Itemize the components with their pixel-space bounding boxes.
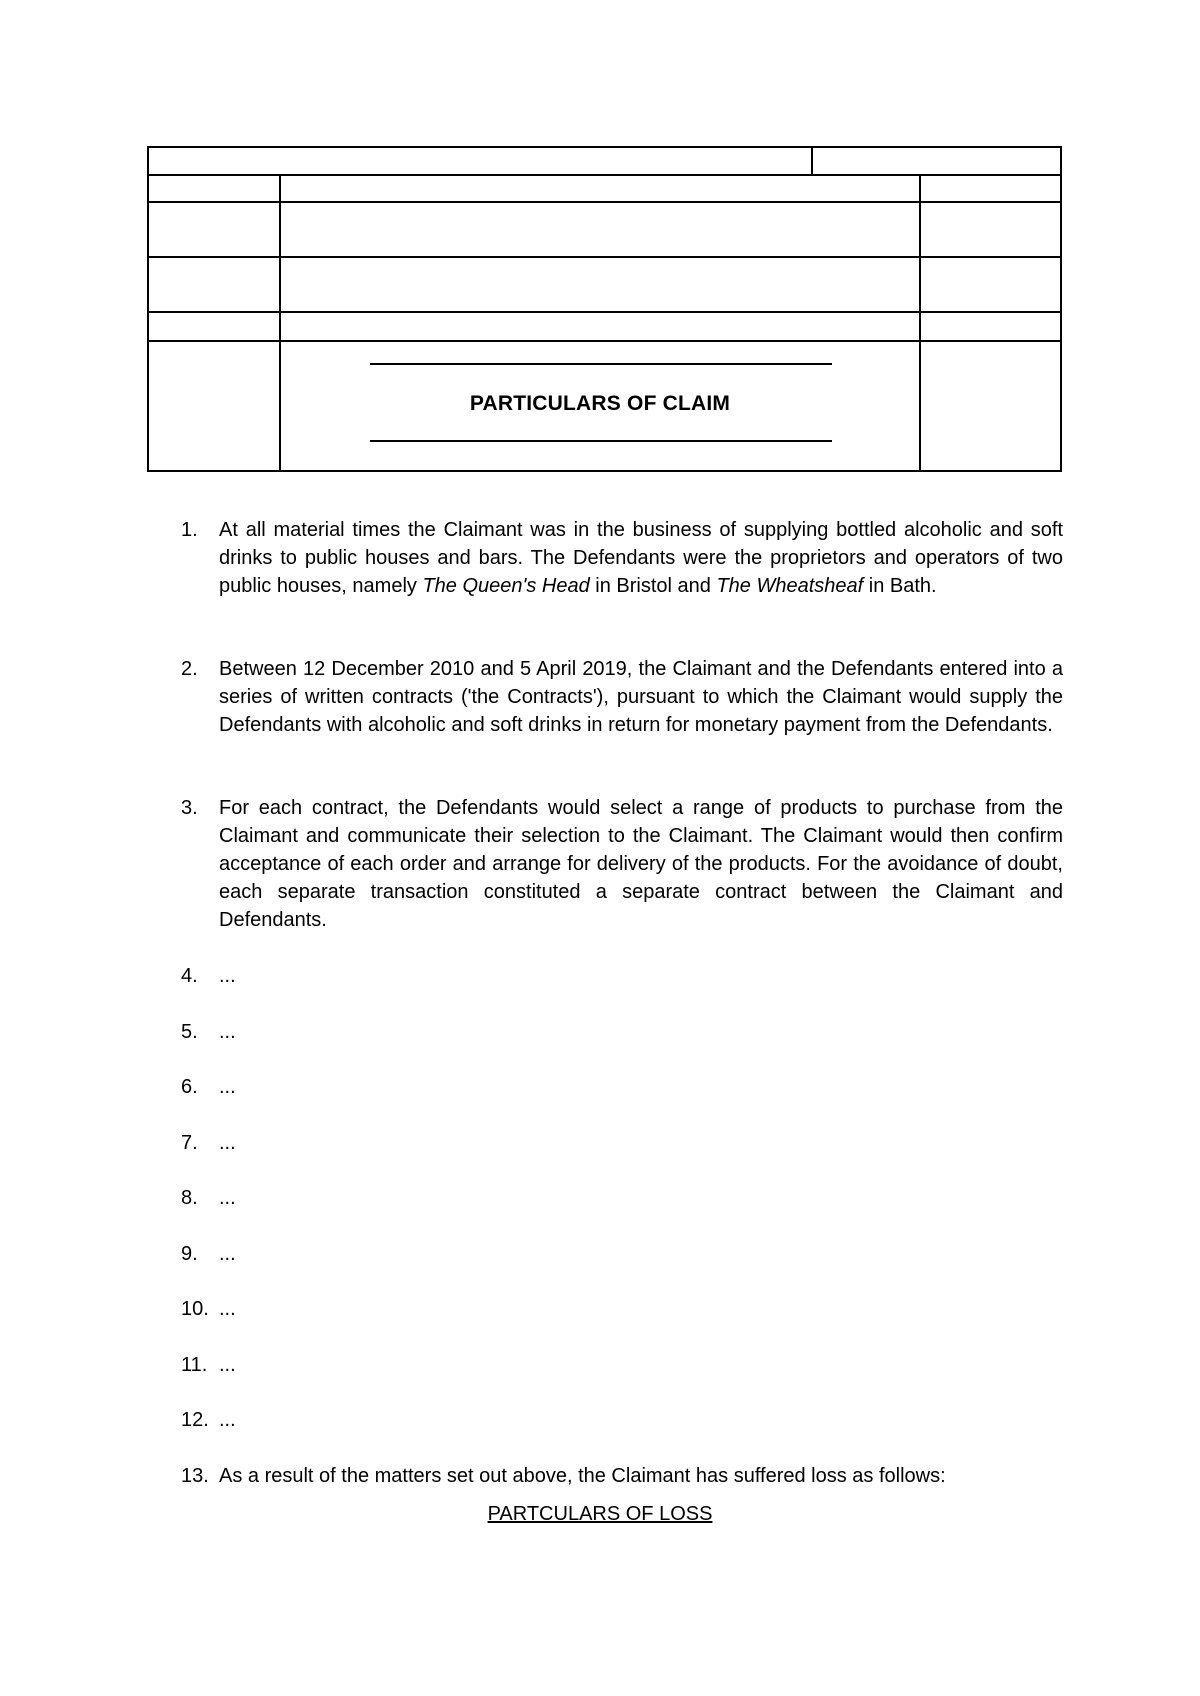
paragraph-number: 7. (181, 1132, 198, 1154)
paragraph-number: 11. (181, 1354, 208, 1376)
paragraph-text: ... (219, 1187, 236, 1209)
table-rule (147, 470, 1062, 472)
paragraph-text: Between 12 December 2010 and 5 April 2019, the Claimant and the Defendants entered into a series of written contracts ('the Contracts'), pursuant to which the Claimant would supply the Defendants with alcoholic and soft drinks in return for monetary payment from the Defendants. (219, 658, 1063, 736)
paragraph-text: ... (219, 1298, 236, 1320)
paragraph-text-run: in Bristol and (589, 575, 717, 597)
paragraph-number: 6. (181, 1076, 198, 1098)
paragraph-text (219, 516, 1063, 600)
paragraph-2 (181, 655, 1063, 739)
paragraph-number: 3. (181, 797, 198, 819)
paragraph-text: As a result of the matters set out above, the Claimant has suffered loss as follows: (219, 1465, 946, 1487)
paragraph-text: ... (219, 1132, 236, 1154)
table-rule (1060, 146, 1062, 472)
paragraph-9 (181, 1240, 1063, 1268)
paragraph-number: 13. (181, 1465, 209, 1487)
claim-header-table (147, 146, 1062, 472)
paragraph-text-run: in Bath. (863, 575, 937, 597)
paragraph-number: 8. (181, 1187, 198, 1209)
table-rule (919, 174, 921, 472)
pub-name-wheatsheaf: The Wheatsheaf (716, 575, 864, 597)
table-rule (147, 340, 1062, 342)
paragraph-number: 12. (181, 1409, 209, 1431)
paragraph-number: 4. (181, 965, 198, 987)
paragraph-10 (181, 1295, 1063, 1323)
paragraph-11 (181, 1351, 1063, 1379)
table-rule (147, 174, 1062, 176)
table-rule (147, 146, 149, 472)
paragraph-number: 2. (181, 658, 198, 680)
pub-name-queens-head: The Queen's Head (422, 575, 590, 597)
heading-rule-top (370, 363, 832, 365)
paragraph-number: 5. (181, 1021, 198, 1043)
paragraph-text: For each contract, the Defendants would select a range of products to purchase from the Claimant and communicate their selection to the Claimant. The Claimant would then confirm acceptance of each order and arrange for delivery of the products. For the avoidance of doubt, each separate transaction constituted a separate contract between the Claimant and Defendants. (219, 797, 1063, 931)
paragraph-number: 1. (181, 519, 198, 541)
table-rule (147, 311, 1062, 313)
paragraph-text: ... (219, 1409, 236, 1431)
table-rule (811, 146, 813, 175)
paragraph-number: 9. (181, 1243, 198, 1265)
paragraph-text: ... (219, 1354, 236, 1376)
table-rule (147, 256, 1062, 258)
paragraph-12 (181, 1406, 1063, 1434)
paragraph-13 (181, 1462, 1063, 1490)
paragraph-5 (181, 1018, 1063, 1046)
paragraph-text: ... (219, 965, 236, 987)
table-rule (147, 201, 1062, 203)
paragraph-text-run: At all material times the Claimant was in the business of supplying bottled alcoholic and soft drinks to public houses and bars. The Defendants were the proprietors and operators of two public houses, namely (219, 519, 1063, 597)
paragraph-8 (181, 1184, 1063, 1212)
paragraph-7 (181, 1129, 1063, 1157)
paragraph-text: ... (219, 1076, 236, 1098)
heading-rule-bottom (370, 440, 832, 442)
paragraph-number: 10. (181, 1298, 209, 1320)
paragraph-6 (181, 1073, 1063, 1101)
particulars-of-loss-heading: PARTCULARS OF LOSS (487, 1503, 713, 1525)
document-heading: PARTICULARS OF CLAIM (469, 392, 731, 415)
paragraph-1 (181, 516, 1063, 600)
paragraph-text: ... (219, 1243, 236, 1265)
paragraph-text: ... (219, 1021, 236, 1043)
table-rule (279, 174, 281, 472)
paragraph-3 (181, 794, 1063, 934)
paragraph-4 (181, 962, 1063, 990)
table-rule (147, 146, 1062, 148)
